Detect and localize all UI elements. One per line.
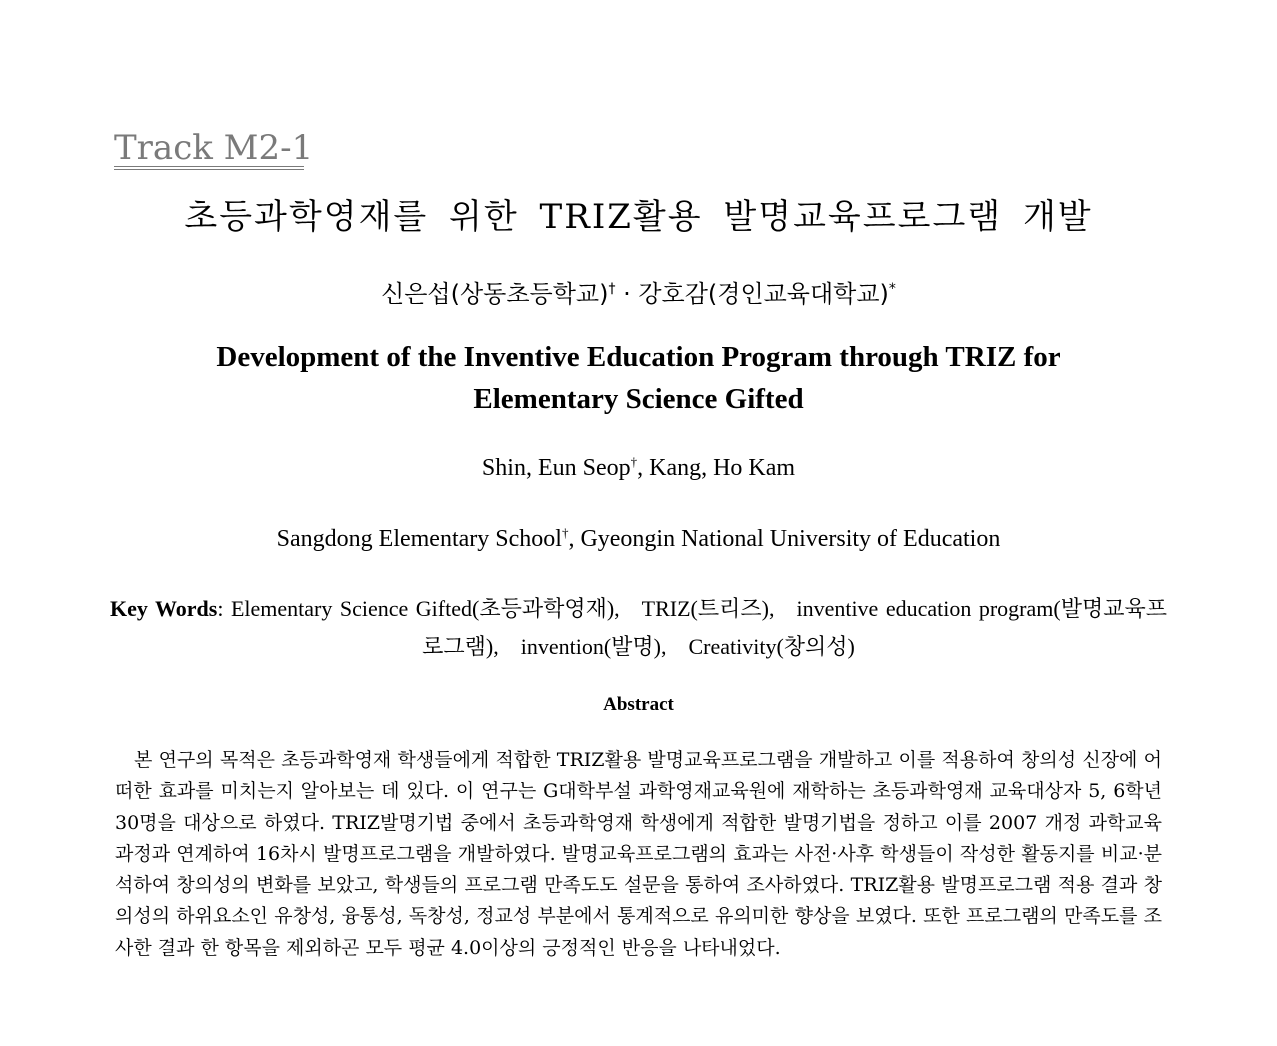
keyword-item: Elementary Science Gifted(초등과학영재),	[230, 596, 620, 621]
korean-title: 초등과학영재를 위한 TRIZ활용 발명교육프로그램 개발	[184, 197, 1093, 237]
track-underline	[114, 166, 304, 170]
keyword-item: TRIZ(트리즈),	[641, 596, 775, 621]
affiliations	[0, 517, 1277, 555]
keywords	[110, 590, 1167, 666]
track-label: Track M2-1	[114, 128, 314, 168]
english-title-line-2: Elementary Science Gifted	[473, 383, 804, 415]
affiliation-1: Sangdong Elementary School	[276, 526, 562, 552]
affiliation-1-mark: †	[561, 525, 569, 540]
english-author-2: , Kang, Ho Kam	[637, 455, 796, 481]
keyword-item: inventive education program(발명교육프로그램),	[422, 596, 1167, 659]
korean-author-separator: ·	[615, 280, 639, 308]
keywords-label: Key Words	[110, 596, 218, 621]
keyword-item: Creativity(창의성)	[688, 634, 855, 659]
keyword-item: invention(발명),	[520, 634, 667, 659]
english-author-1-mark: †	[630, 454, 638, 469]
english-author-1: Shin, Eun Seop	[481, 455, 631, 481]
abstract-body: 본 연구의 목적은 초등과학영재 학생들에게 적합한 TRIZ활용 발명교육프로그램을 개발하고 이를 적용하여 창의성 신장에 어떠한 효과를 미치는지 알아보는 데 있다. 이 연구는 G대학부설 과학영재교육원에 재학하는 초등과학영재 교육대상자 5, 6학년 30명을 대상으로 하였다. TRIZ발명기법 중에서 초등과학영재 학생에게 적합한 발명기법을 정하고 이를 2007 개정 과학교육과정과 연계하여 16차시 발명프로그램을 개발하였다. 발명교육프로그램의 효과는 사전·사후 학생들이 작성한 활동지를 비교·분석하여 창의성의 변화를 보았고, 학생들의 프로그램 만족도도 설문을 통하여 조사하였다. TRIZ활용 발명프로그램 적용 결과 창의성의 하위요소인 유창성, 융통성, 독창성, 정교성 부분에서 통계적으로 유의미한 향상을 보였다. 또한 프로그램의 만족도를 조사한 결과 한 항목을 제외하곤 모두 평균 4.0이상의 긍정적인 반응을 나타내었다.	[115, 749, 1162, 959]
korean-authors	[0, 273, 1277, 310]
english-title	[0, 336, 1277, 420]
english-authors	[0, 446, 1277, 484]
abstract-heading: Abstract	[603, 694, 674, 715]
keywords-separator: :	[217, 596, 231, 621]
english-title-line-1: Development of the Inventive Education Program through TRIZ for	[216, 341, 1061, 373]
affiliation-2: , Gyeongin National University of Education	[568, 526, 1001, 552]
korean-author-1: 신은섭(상동초등학교)	[381, 280, 609, 308]
korean-author-2-mark: *	[888, 281, 896, 297]
korean-author-2: 강호감(경인교육대학교)	[638, 280, 889, 308]
korean-author-1-mark: †	[608, 281, 616, 297]
